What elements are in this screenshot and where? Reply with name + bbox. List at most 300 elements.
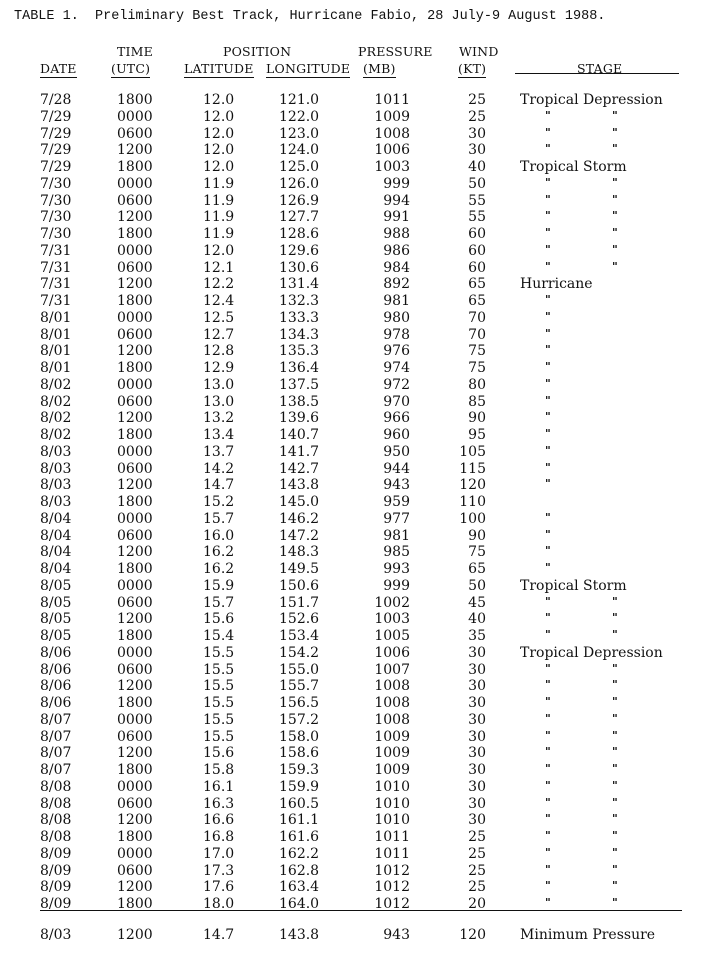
cell-pressure: 944 — [383, 460, 410, 477]
ditto-mark: " — [545, 360, 551, 373]
cell-longitude: 121.0 — [279, 92, 320, 108]
cell-longitude: 126.0 — [279, 175, 320, 192]
cell-pressure: 1010 — [374, 812, 410, 829]
table-row — [0, 109, 704, 126]
table-row — [0, 595, 704, 612]
cell-date: 8/02 — [40, 393, 72, 410]
cell-wind: 30 — [468, 795, 486, 812]
cell-pressure: 1002 — [374, 594, 410, 611]
cell-longitude: 159.9 — [279, 778, 320, 795]
ditto-mark: " — [545, 209, 551, 223]
ditto-mark: " — [545, 175, 551, 189]
ditto-mark: " — [545, 376, 551, 390]
ditto-mark: " — [612, 879, 618, 893]
ditto-mark: " — [612, 778, 618, 792]
cell-longitude: 142.7 — [279, 460, 320, 477]
cell-wind: 70 — [468, 309, 486, 326]
cell-time: 1800 — [117, 628, 153, 644]
cell-wind: 90 — [468, 527, 486, 544]
cell-longitude: 160.5 — [279, 795, 320, 812]
cell-latitude: 12.0 — [203, 159, 235, 175]
header-latitude: LATITUDE — [184, 61, 254, 76]
cell-date: 7/29 — [40, 142, 72, 159]
cell-date: 7/31 — [40, 293, 72, 309]
cell-longitude: 130.6 — [279, 259, 320, 276]
header-position: POSITION — [223, 44, 292, 59]
cell-date: 8/08 — [40, 812, 72, 829]
cell-longitude: 152.6 — [279, 611, 320, 628]
cell-wind: 55 — [468, 192, 486, 209]
cell-longitude: 148.3 — [279, 544, 320, 561]
cell-longitude: 134.3 — [279, 326, 320, 343]
cell-date: 7/31 — [40, 259, 72, 276]
cell-date: 8/05 — [40, 577, 72, 594]
cell-longitude: 133.3 — [279, 309, 320, 326]
cell-pressure: 999 — [383, 577, 410, 594]
cell-wind: 55 — [468, 209, 486, 226]
cell-wind: 65 — [468, 276, 486, 293]
ditto-mark: " — [545, 879, 551, 893]
cell-date: 8/05 — [40, 628, 72, 644]
cell-time: 1800 — [117, 494, 153, 510]
cell-date: 8/06 — [40, 695, 72, 711]
cell-date: 8/09 — [40, 862, 72, 879]
cell-stage: Tropical Depression — [520, 644, 663, 661]
cell-wind: 65 — [468, 561, 486, 577]
cell-date: 7/30 — [40, 192, 72, 209]
cell-wind: 75 — [468, 360, 486, 376]
table-row — [0, 511, 704, 528]
table-row — [0, 360, 704, 377]
cell-longitude: 150.6 — [279, 577, 320, 594]
cell-longitude: 156.5 — [279, 695, 320, 711]
cell-stage: Tropical Depression — [520, 92, 663, 108]
cell-wind: 25 — [468, 879, 486, 896]
cell-time: 0000 — [117, 845, 153, 862]
ditto-mark: " — [612, 108, 618, 122]
cell-longitude: 139.6 — [279, 410, 320, 427]
ditto-mark: " — [612, 661, 618, 675]
table-row — [0, 209, 704, 226]
ditto-mark: " — [545, 695, 551, 708]
header-wind-unit: (KT) — [458, 61, 487, 76]
cell-latitude: 15.7 — [203, 594, 235, 611]
cell-longitude: 138.5 — [279, 393, 320, 410]
cell-wind: 75 — [468, 343, 486, 360]
cell-wind: 60 — [468, 259, 486, 276]
cell-wind: 65 — [468, 293, 486, 309]
cell-pressure: 1012 — [374, 879, 410, 896]
cell-date: 8/01 — [40, 326, 72, 343]
cell-wind: 110 — [459, 494, 486, 510]
cell-pressure: 1008 — [374, 711, 410, 728]
cell-date: 8/06 — [40, 661, 72, 678]
cell-latitude: 13.2 — [203, 410, 235, 427]
table-row — [0, 193, 704, 210]
ditto-mark: " — [612, 896, 618, 909]
header-stage: STAGE — [577, 61, 623, 76]
table-row — [0, 863, 704, 880]
cell-time: 1800 — [117, 896, 153, 912]
cell-date: 8/02 — [40, 410, 72, 427]
cell-wind: 35 — [468, 628, 486, 644]
cell-longitude: 141.7 — [279, 443, 320, 460]
cell-longitude: 136.4 — [279, 360, 320, 376]
ditto-mark: " — [545, 410, 551, 424]
ditto-mark: " — [545, 561, 551, 574]
ditto-mark: " — [545, 293, 551, 306]
ditto-mark: " — [545, 594, 551, 608]
cell-latitude: 15.4 — [203, 628, 235, 644]
cell-wind: 30 — [468, 778, 486, 795]
cell-pressure: 976 — [383, 343, 410, 360]
cell-longitude: 147.2 — [279, 527, 320, 544]
cell-longitude: 158.6 — [279, 745, 320, 762]
ditto-mark: " — [545, 142, 551, 156]
cell-pressure: 1011 — [374, 92, 410, 108]
cell-wind: 30 — [468, 125, 486, 142]
cell-time: 1800 — [117, 159, 153, 175]
cell-pressure: 994 — [383, 192, 410, 209]
cell-time: 1200 — [117, 343, 153, 360]
cell-time: 1800 — [117, 829, 153, 845]
cell-longitude: 162.2 — [279, 845, 320, 862]
cell-date: 8/06 — [40, 644, 72, 661]
table-row — [0, 176, 704, 193]
ditto-mark: " — [545, 544, 551, 558]
cell-latitude: 18.0 — [203, 896, 235, 912]
cell-pressure: 1005 — [374, 628, 410, 644]
ditto-mark: " — [545, 762, 551, 775]
cell-pressure: 1003 — [374, 159, 410, 175]
cell-wind: 25 — [468, 829, 486, 845]
cell-date: 8/01 — [40, 309, 72, 326]
cell-time: 0000 — [117, 644, 153, 661]
ditto-mark: " — [545, 896, 551, 909]
cell-longitude: 154.2 — [279, 644, 320, 661]
cell-pressure: 1006 — [374, 644, 410, 661]
cell-latitude: 15.5 — [203, 711, 235, 728]
table-row — [0, 494, 704, 511]
cell-pressure: 980 — [383, 309, 410, 326]
cell-date: 7/30 — [40, 175, 72, 192]
ditto-mark: " — [545, 427, 551, 440]
cell-time: 0000 — [117, 443, 153, 460]
cell-longitude: 143.8 — [279, 477, 320, 494]
ditto-mark: " — [612, 862, 618, 876]
cell-date: 8/07 — [40, 728, 72, 745]
cell-latitude: 12.7 — [203, 326, 235, 343]
cell-wind: 120 — [459, 477, 486, 494]
cell-latitude: 11.9 — [203, 209, 235, 226]
table-row — [0, 812, 704, 829]
cell-latitude: 11.9 — [203, 192, 235, 209]
cell-latitude: 12.0 — [203, 125, 235, 142]
table-row — [0, 745, 704, 762]
cell-latitude: 16.6 — [203, 812, 235, 829]
cell-time: 0600 — [117, 259, 153, 276]
table-row — [0, 427, 704, 444]
cell-pressure: 1009 — [374, 762, 410, 778]
cell-latitude: 17.6 — [203, 879, 235, 896]
cell-date: 8/02 — [40, 427, 72, 443]
cell-pressure: 970 — [383, 393, 410, 410]
cell-pressure: 981 — [383, 527, 410, 544]
ditto-mark: " — [612, 695, 618, 708]
cell-wind: 100 — [459, 510, 486, 527]
cell-wind: 40 — [468, 611, 486, 628]
cell-latitude: 12.0 — [203, 108, 235, 125]
ditto-mark: " — [612, 745, 618, 759]
cell-wind: 30 — [468, 678, 486, 695]
header-longitude: LONGITUDE — [266, 61, 351, 76]
cell-longitude: 162.8 — [279, 862, 320, 879]
cell-longitude: 122.0 — [279, 108, 320, 125]
ditto-mark: " — [545, 108, 551, 122]
cell-pressure: 977 — [383, 510, 410, 527]
summary-latitude: 14.7 — [203, 927, 235, 943]
cell-longitude: 157.2 — [279, 711, 320, 728]
table-row — [0, 159, 704, 176]
cell-pressure: 993 — [383, 561, 410, 577]
cell-date: 8/03 — [40, 443, 72, 460]
cell-latitude: 12.0 — [203, 92, 235, 108]
cell-latitude: 11.9 — [203, 175, 235, 192]
table-row — [0, 796, 704, 813]
ditto-mark: " — [545, 678, 551, 692]
ditto-mark: " — [545, 477, 551, 491]
cell-pressure: 974 — [383, 360, 410, 376]
ditto-mark: " — [545, 845, 551, 859]
cell-pressure: 966 — [383, 410, 410, 427]
cell-stage: Tropical Storm — [520, 159, 627, 175]
cell-date: 8/04 — [40, 544, 72, 561]
cell-latitude: 12.9 — [203, 360, 235, 376]
table-row — [0, 712, 704, 729]
cell-longitude: 131.4 — [279, 276, 320, 293]
cell-wind: 30 — [468, 142, 486, 159]
cell-latitude: 16.2 — [203, 544, 235, 561]
cell-wind: 40 — [468, 159, 486, 175]
cell-pressure: 1012 — [374, 896, 410, 912]
cell-longitude: 146.2 — [279, 510, 320, 527]
cell-longitude: 149.5 — [279, 561, 320, 577]
cell-pressure: 991 — [383, 209, 410, 226]
cell-date: 7/29 — [40, 159, 72, 175]
cell-longitude: 161.1 — [279, 812, 320, 829]
ditto-mark: " — [612, 259, 618, 273]
cell-time: 0000 — [117, 309, 153, 326]
table-row — [0, 327, 704, 344]
cell-time: 1800 — [117, 695, 153, 711]
cell-date: 8/04 — [40, 527, 72, 544]
cell-longitude: 164.0 — [279, 896, 320, 912]
header-date: DATE — [40, 61, 77, 76]
ditto-mark: " — [612, 175, 618, 189]
ditto-mark: " — [545, 192, 551, 206]
table-row — [0, 879, 704, 896]
ditto-mark: " — [612, 829, 618, 842]
cell-pressure: 1008 — [374, 125, 410, 142]
cell-longitude: 124.0 — [279, 142, 320, 159]
cell-longitude: 161.6 — [279, 829, 320, 845]
cell-pressure: 1008 — [374, 695, 410, 711]
cell-pressure: 972 — [383, 376, 410, 393]
ditto-mark: " — [612, 242, 618, 256]
ditto-mark: " — [545, 343, 551, 357]
cell-time: 1200 — [117, 276, 153, 293]
cell-wind: 30 — [468, 745, 486, 762]
ditto-mark: " — [545, 829, 551, 842]
cell-wind: 30 — [468, 661, 486, 678]
table-row — [0, 645, 704, 662]
cell-pressure: 1010 — [374, 778, 410, 795]
ditto-mark: " — [545, 527, 551, 541]
cell-pressure: 1008 — [374, 678, 410, 695]
table-row — [0, 142, 704, 159]
cell-longitude: 132.3 — [279, 293, 320, 309]
cell-wind: 30 — [468, 644, 486, 661]
cell-time: 1200 — [117, 142, 153, 159]
cell-date: 8/06 — [40, 678, 72, 695]
cell-wind: 60 — [468, 242, 486, 259]
ditto-mark: " — [545, 862, 551, 876]
ditto-mark: " — [545, 259, 551, 273]
cell-latitude: 13.0 — [203, 393, 235, 410]
cell-date: 8/04 — [40, 561, 72, 577]
cell-latitude: 15.5 — [203, 661, 235, 678]
cell-time: 1800 — [117, 92, 153, 108]
ditto-mark: " — [612, 678, 618, 692]
cell-pressure: 984 — [383, 259, 410, 276]
cell-longitude: 153.4 — [279, 628, 320, 644]
table-row — [0, 544, 704, 561]
cell-time: 0600 — [117, 393, 153, 410]
cell-latitude: 12.0 — [203, 142, 235, 159]
cell-time: 0600 — [117, 326, 153, 343]
cell-date: 8/07 — [40, 762, 72, 778]
summary-time: 1200 — [117, 927, 153, 943]
cell-longitude: 158.0 — [279, 728, 320, 745]
ditto-mark: " — [612, 594, 618, 608]
cell-longitude: 145.0 — [279, 494, 320, 510]
cell-date: 8/05 — [40, 594, 72, 611]
cell-date: 8/03 — [40, 494, 72, 510]
cell-wind: 85 — [468, 393, 486, 410]
cell-wind: 30 — [468, 711, 486, 728]
cell-time: 0600 — [117, 862, 153, 879]
cell-pressure: 1011 — [374, 845, 410, 862]
cell-pressure: 999 — [383, 175, 410, 192]
cell-wind: 30 — [468, 695, 486, 711]
cell-time: 0000 — [117, 577, 153, 594]
summary-wind: 120 — [459, 927, 486, 943]
cell-time: 1200 — [117, 812, 153, 829]
ditto-mark: " — [612, 142, 618, 156]
cell-time: 1200 — [117, 477, 153, 494]
cell-pressure: 1003 — [374, 611, 410, 628]
ditto-mark: " — [545, 778, 551, 792]
cell-latitude: 15.6 — [203, 745, 235, 762]
table-row — [0, 528, 704, 545]
cell-time: 1200 — [117, 544, 153, 561]
table-row — [0, 444, 704, 461]
cell-wind: 30 — [468, 762, 486, 778]
cell-latitude: 12.0 — [203, 242, 235, 259]
cell-wind: 25 — [468, 92, 486, 108]
table-title: TABLE 1. Preliminary Best Track, Hurricane Fabio, 28 July-9 August 1988. — [14, 9, 606, 24]
ditto-mark: " — [612, 711, 618, 725]
cell-latitude: 16.1 — [203, 778, 235, 795]
cell-time: 1200 — [117, 678, 153, 695]
table-row — [0, 678, 704, 695]
cell-wind: 25 — [468, 862, 486, 879]
cell-wind: 45 — [468, 594, 486, 611]
header-pressure-top: PRESSURE — [358, 44, 433, 59]
cell-time: 0000 — [117, 108, 153, 125]
cell-wind: 30 — [468, 812, 486, 829]
cell-longitude: 128.6 — [279, 226, 320, 242]
cell-longitude: 140.7 — [279, 427, 320, 443]
ditto-mark: " — [545, 125, 551, 139]
cell-longitude: 123.0 — [279, 125, 320, 142]
cell-latitude: 16.8 — [203, 829, 235, 845]
ditto-mark: " — [612, 611, 618, 625]
table-row — [0, 561, 704, 578]
table-row — [0, 293, 704, 310]
cell-pressure: 892 — [383, 276, 410, 293]
cell-latitude: 12.4 — [203, 293, 235, 309]
cell-time: 0600 — [117, 795, 153, 812]
cell-time: 0000 — [117, 376, 153, 393]
cell-time: 1800 — [117, 762, 153, 778]
ditto-mark: " — [612, 795, 618, 809]
cell-latitude: 15.7 — [203, 510, 235, 527]
cell-date: 8/02 — [40, 376, 72, 393]
ditto-mark: " — [545, 443, 551, 457]
ditto-mark: " — [612, 192, 618, 206]
cell-date: 8/08 — [40, 829, 72, 845]
cell-latitude: 12.1 — [203, 259, 235, 276]
cell-pressure: 1009 — [374, 728, 410, 745]
cell-time: 0600 — [117, 527, 153, 544]
table-row — [0, 276, 704, 293]
table-row — [0, 226, 704, 243]
table-row — [0, 126, 704, 143]
cell-latitude: 12.8 — [203, 343, 235, 360]
ditto-mark: " — [612, 628, 618, 641]
ditto-mark: " — [545, 393, 551, 407]
cell-time: 0600 — [117, 192, 153, 209]
summary-row — [0, 927, 704, 945]
cell-longitude: 155.0 — [279, 661, 320, 678]
cell-wind: 25 — [468, 108, 486, 125]
ditto-mark: " — [612, 762, 618, 775]
cell-wind: 25 — [468, 845, 486, 862]
cell-pressure: 1006 — [374, 142, 410, 159]
cell-wind: 80 — [468, 376, 486, 393]
cell-latitude: 14.2 — [203, 460, 235, 477]
cell-pressure: 988 — [383, 226, 410, 242]
table-bottom-rule — [40, 910, 682, 911]
header-wind-top: WIND — [459, 44, 499, 59]
cell-longitude: 127.7 — [279, 209, 320, 226]
table-row — [0, 846, 704, 863]
header-time-top: TIME — [117, 44, 153, 59]
cell-latitude: 15.5 — [203, 678, 235, 695]
cell-date: 8/05 — [40, 611, 72, 628]
cell-stage: Hurricane — [520, 276, 593, 293]
